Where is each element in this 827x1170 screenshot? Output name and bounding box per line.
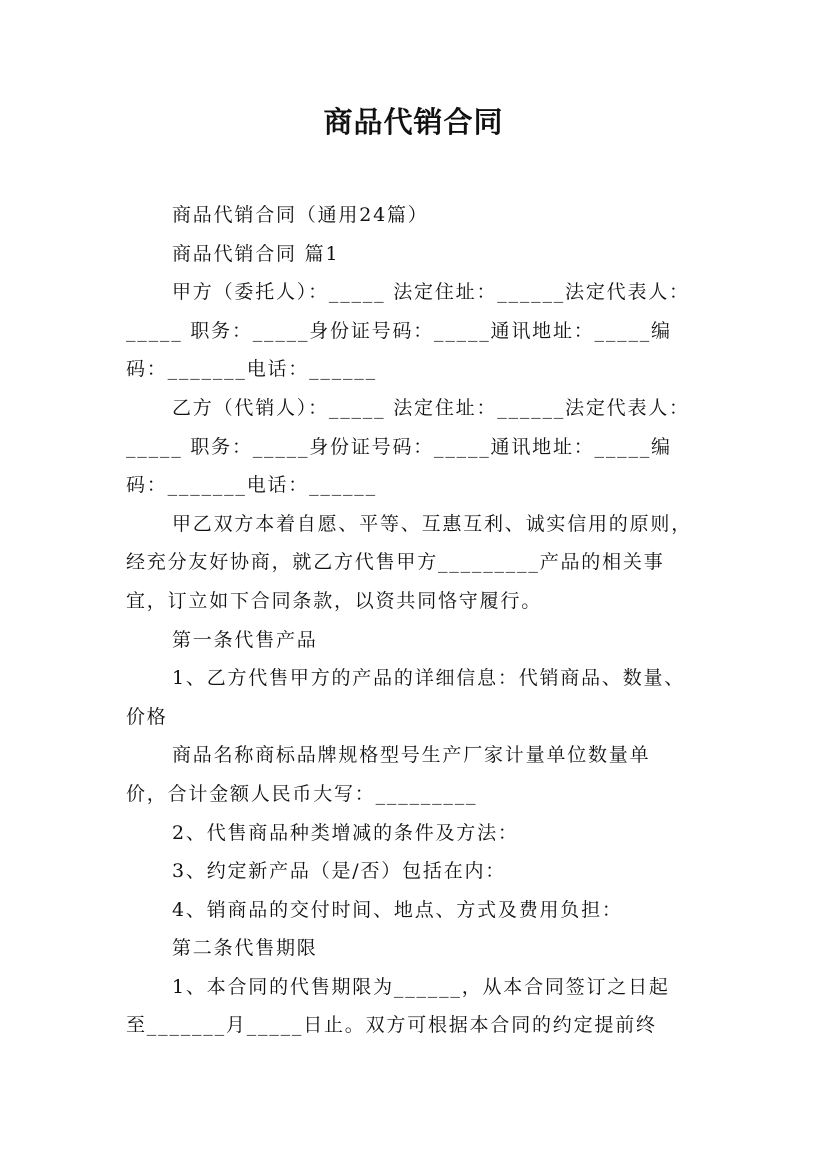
party-a-line: 甲方（委托人）：_____ 法定住址：______法定代表人： <box>172 281 690 304</box>
section-heading: 商品代销合同 篇1 <box>172 242 340 265</box>
article-heading: 第一条代售产品 <box>172 628 318 651</box>
clause-line: 价格 <box>126 705 168 728</box>
party-a-line: 码：_______电话：______ <box>126 358 377 381</box>
party-b-line: _____ 职务：_____身份证号码：_____通讯地址：_____编 <box>126 435 672 458</box>
party-b-line: 乙方（代销人）：_____ 法定住址：______法定代表人： <box>172 396 690 419</box>
clause-line: 至_______月_____日止。双方可根据本合同的约定提前终 <box>126 1014 657 1037</box>
party-a-line: _____ 职务：_____身份证号码：_____通讯地址：_____编 <box>126 319 672 342</box>
party-b-line: 码：_______电话：______ <box>126 474 377 497</box>
preamble-line: 宜，订立如下合同条款，以资共同恪守履行。 <box>126 589 543 612</box>
clause-line: 价，合计金额人民币大写：_________ <box>126 782 478 805</box>
document-body <box>126 196 718 1045</box>
document-title: 商品代销合同 <box>323 105 504 139</box>
clause-line: 1、本合同的代售期限为______，从本合同签订之日起 <box>172 975 670 998</box>
subtitle-line: 商品代销合同（通用24篇） <box>172 204 429 226</box>
preamble-line: 甲乙双方本着自愿、平等、互惠互利、诚实信用的原则， <box>172 512 693 535</box>
preamble-line: 经充分友好协商，就乙方代售甲方_________产品的相关事 <box>126 551 665 574</box>
clause-line: 商品名称商标品牌规格型号生产厂家计量单位数量单 <box>172 744 651 767</box>
clause-line: 4、销商品的交付时间、地点、方式及费用负担： <box>172 898 623 921</box>
clause-line: 2、代售商品种类增减的条件及方法： <box>172 821 519 844</box>
article-heading: 第二条代售期限 <box>172 937 318 960</box>
clause-line: 3、约定新产品（是/否）包括在内： <box>172 860 507 883</box>
clause-line: 1、乙方代售甲方的产品的详细信息：代销商品、数量、 <box>172 667 686 690</box>
